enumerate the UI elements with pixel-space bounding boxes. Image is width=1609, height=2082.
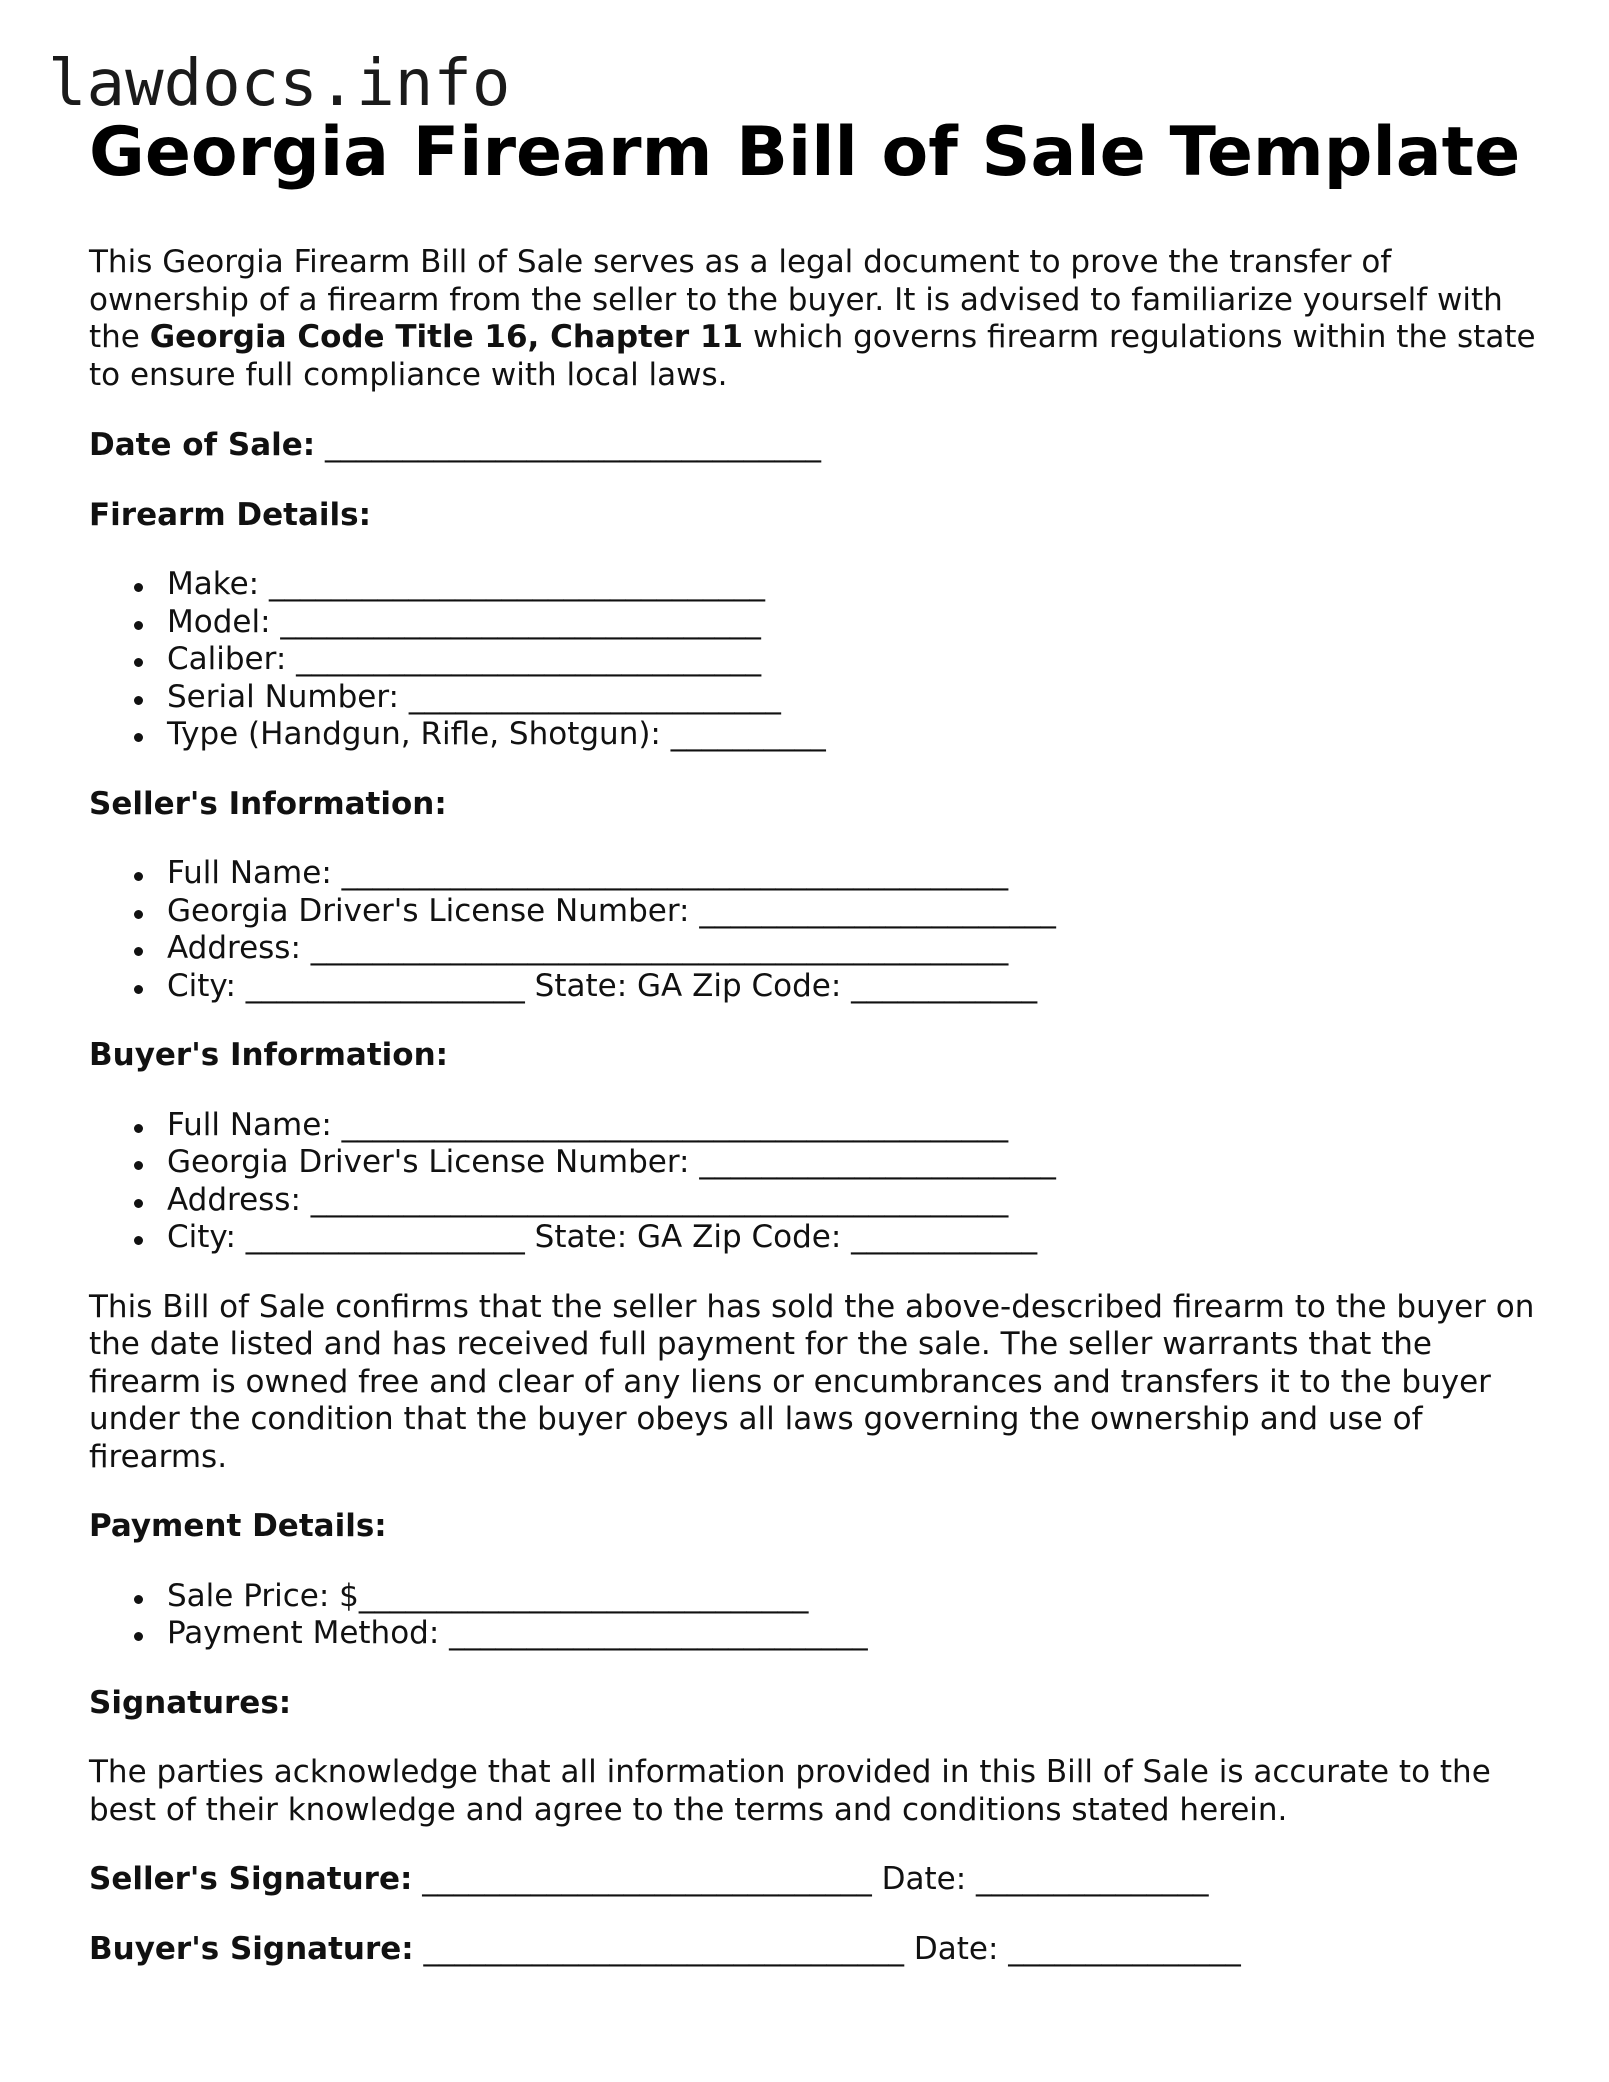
acknowledgement-paragraph: The parties acknowledge that all information provided in this Bill of Sale is accurate to the best of their knowledge and agree to the terms and conditions stated herein. bbox=[89, 1754, 1491, 1828]
payment-details-list bbox=[89, 1578, 1539, 1653]
sale-confirmation-paragraph: This Bill of Sale confirms that the seller has sold the above-described firearm to the buyer on the date listed and has received full payment for the sale. The seller warrants that the firearm is owned free and clear of any liens or encumbrances and transfers it to the buyer under the condition that the buyer obeys all laws governing the ownership and use of firearms. bbox=[89, 1288, 1535, 1475]
seller-signature-blank: _____________________________ Date: _______________ bbox=[422, 1861, 1209, 1897]
page-title: Georgia Firearm Bill of Sale Template bbox=[89, 113, 1521, 192]
firearm-model-field: Model: _______________________________ bbox=[89, 604, 1539, 642]
buyer-city-state-zip-field: City: __________________ State: GA Zip Code: ____________ bbox=[89, 1219, 1539, 1257]
firearm-caliber-field: Caliber: ______________________________ bbox=[89, 641, 1539, 679]
seller-full-name-field: Full Name: ___________________________________________ bbox=[89, 855, 1539, 893]
signatures-heading: Signatures: bbox=[89, 1684, 292, 1721]
seller-city-state-zip-field: City: __________________ State: GA Zip Code: ____________ bbox=[89, 968, 1539, 1006]
firearm-serial-field: Serial Number: ________________________ bbox=[89, 679, 1539, 717]
seller-signature-label: Seller's Signature: bbox=[89, 1861, 413, 1897]
sale-price-field: Sale Price: $_____________________________ bbox=[89, 1578, 1539, 1616]
seller-info-heading: Seller's Information: bbox=[89, 785, 447, 822]
buyer-signature-blank: _______________________________ Date: _______________ bbox=[423, 1930, 1241, 1967]
seller-license-field: Georgia Driver's License Number: _______________________ bbox=[89, 893, 1539, 931]
document-body bbox=[89, 108, 1539, 1968]
date-of-sale-label: Date of Sale: bbox=[89, 427, 316, 463]
payment-method-field: Payment Method: ___________________________ bbox=[89, 1615, 1539, 1653]
date-of-sale-field bbox=[89, 427, 1539, 465]
georgia-code-reference: Georgia Code Title 16, Chapter 11 bbox=[149, 319, 744, 355]
seller-info-list bbox=[89, 855, 1539, 1005]
date-of-sale-blank: ________________________________ bbox=[325, 427, 822, 463]
seller-address-field: Address: _____________________________________________ bbox=[89, 930, 1539, 968]
firearm-make-field: Make: ________________________________ bbox=[89, 566, 1539, 604]
firearm-details-list bbox=[89, 566, 1539, 754]
payment-details-heading: Payment Details: bbox=[89, 1508, 387, 1544]
firearm-details-heading: Firearm Details: bbox=[89, 496, 372, 533]
site-brand: lawdocs.info bbox=[48, 47, 511, 121]
buyer-signature-label: Buyer's Signature: bbox=[89, 1930, 414, 1967]
buyer-info-heading: Buyer's Information: bbox=[89, 1037, 449, 1073]
seller-signature-row bbox=[89, 1861, 1539, 1899]
buyer-signature-row bbox=[89, 1931, 1539, 1969]
firearm-type-field: Type (Handgun, Rifle, Shotgun): __________ bbox=[89, 716, 1539, 754]
intro-text-start: This Georgia Firearm Bill of Sale serves as a legal document to prove the transfer of ownership of a firearm from the seller to the buyer. It is advised to familiarize yourself with the bbox=[89, 244, 1503, 355]
intro-paragraph bbox=[89, 244, 1539, 394]
buyer-address-field: Address: _____________________________________________ bbox=[89, 1182, 1539, 1220]
buyer-full-name-field: Full Name: ___________________________________________ bbox=[89, 1107, 1539, 1145]
intro-text-end: which governs firearm regulations within the state to ensure full compliance with local laws. bbox=[89, 319, 1536, 393]
buyer-info-list bbox=[89, 1107, 1539, 1257]
buyer-license-field: Georgia Driver's License Number: _______________________ bbox=[89, 1144, 1539, 1182]
